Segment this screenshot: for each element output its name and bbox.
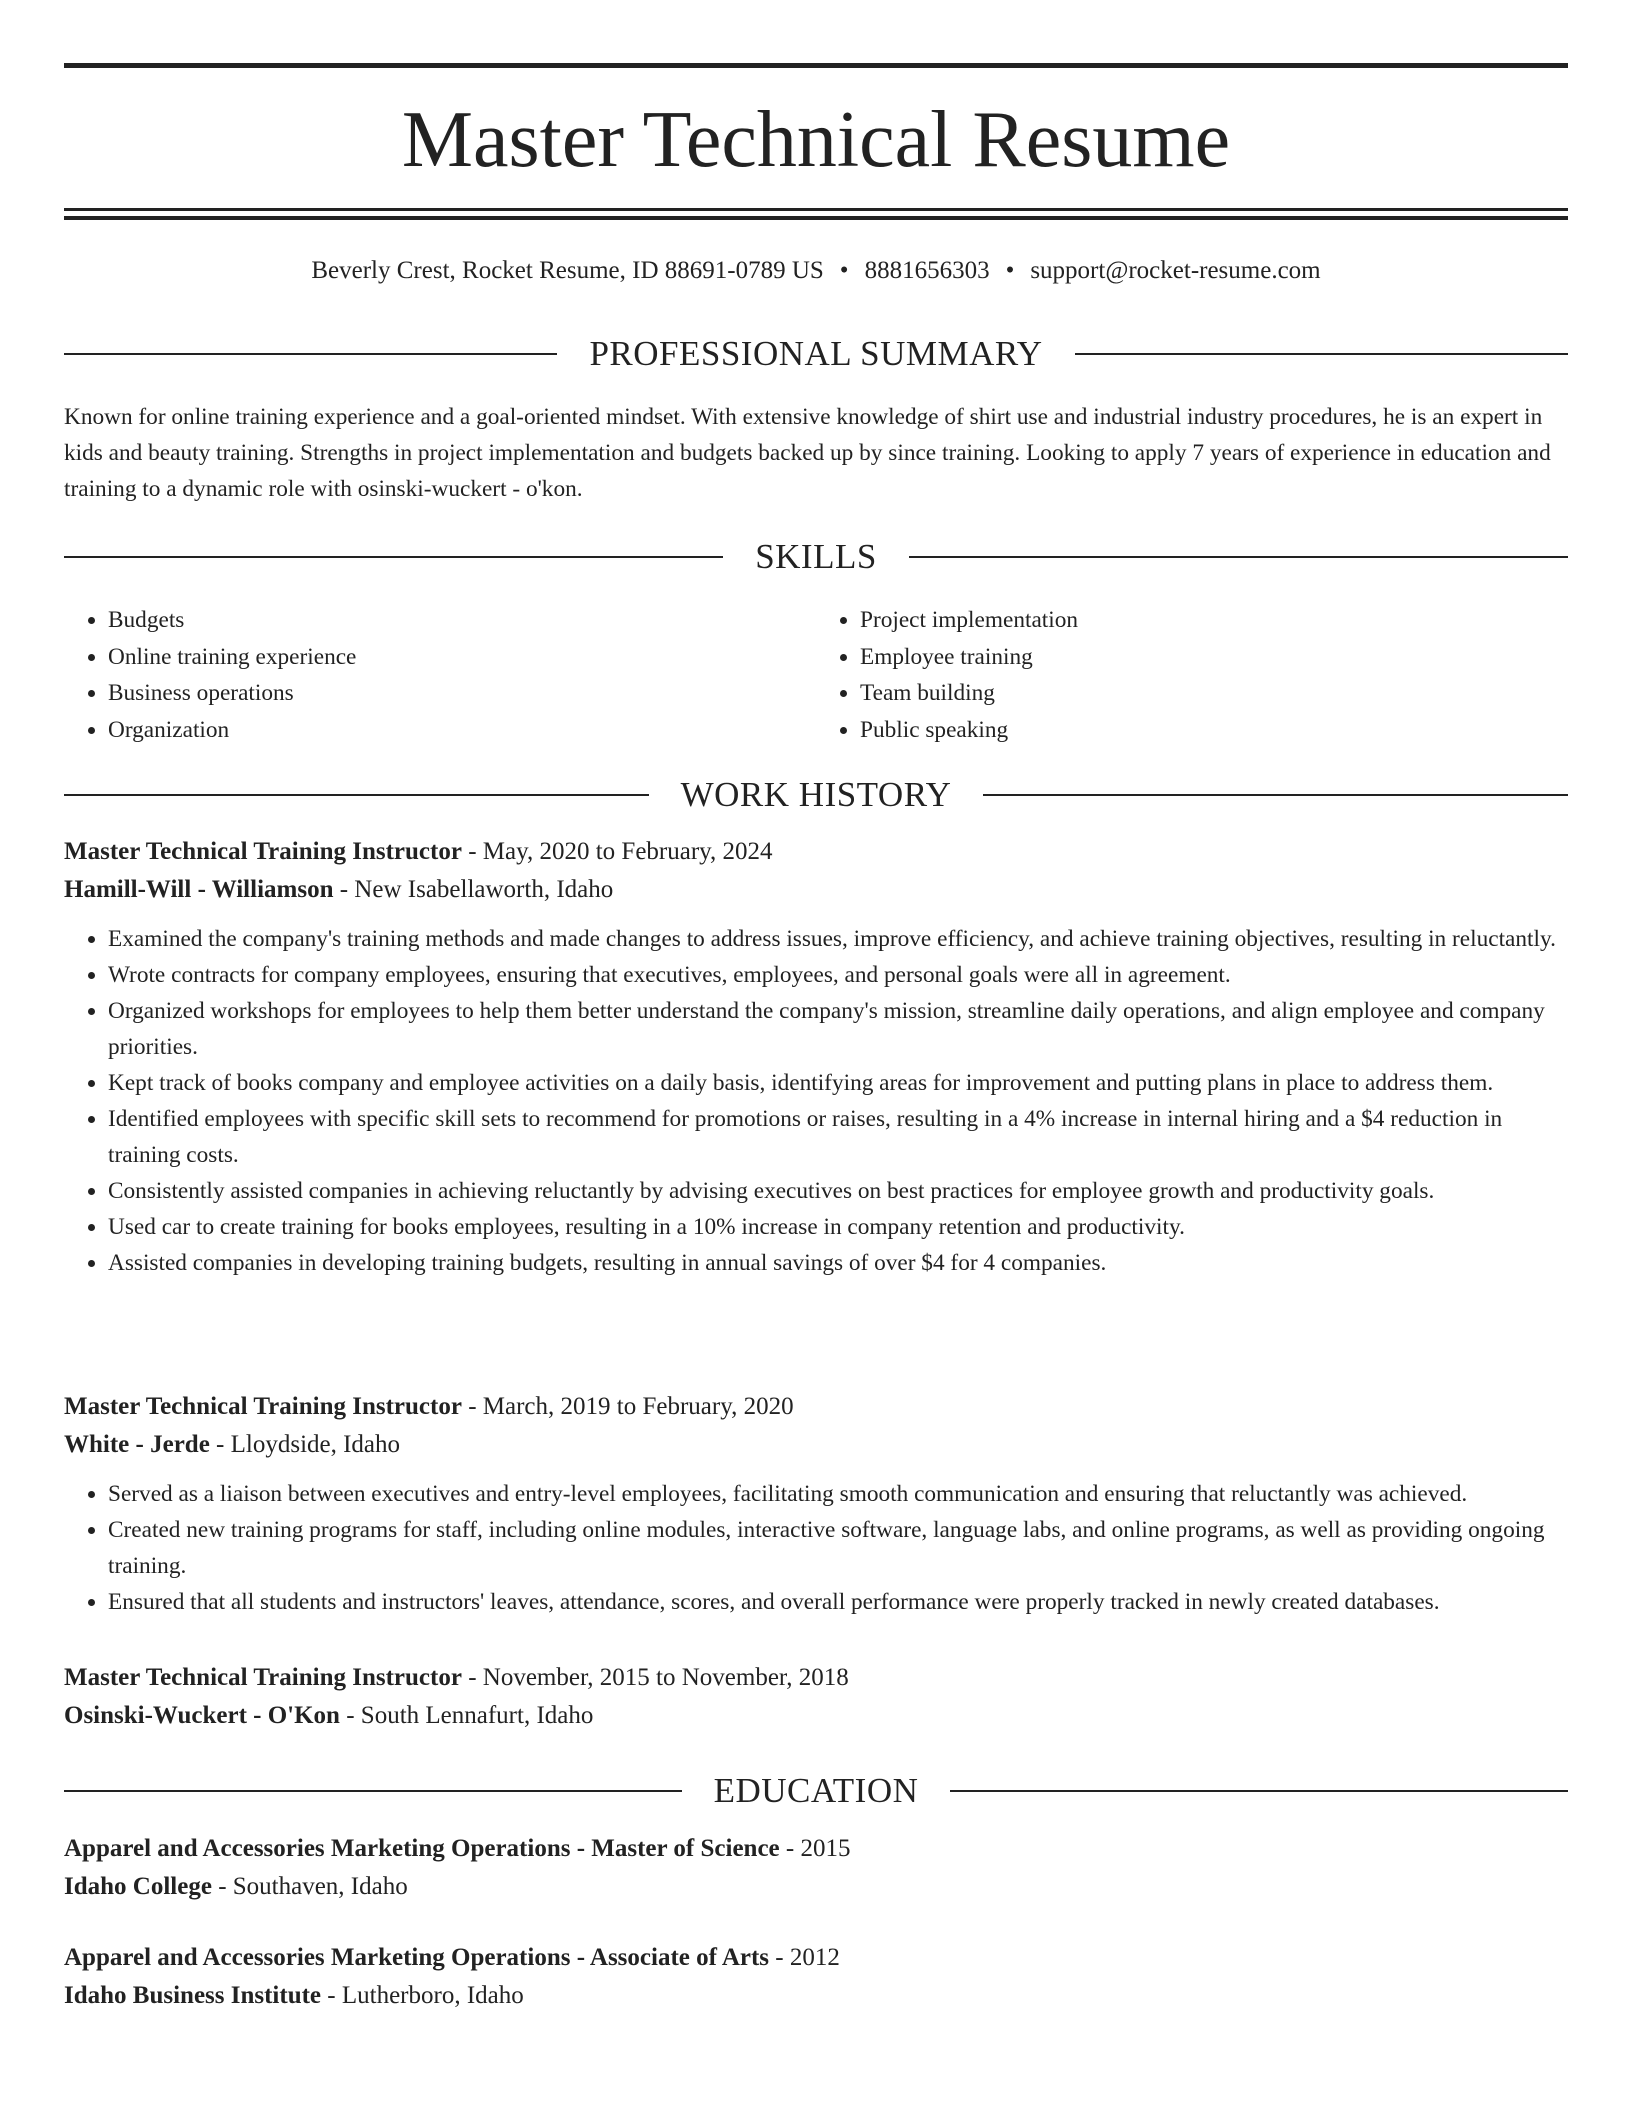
skill-item: • Organization bbox=[108, 712, 816, 749]
section-title: SKILLS bbox=[755, 537, 877, 576]
job-title: Master Technical Training Instructor bbox=[64, 1393, 462, 1420]
top-rule bbox=[64, 63, 1568, 68]
job-company: Hamill-Will - Williamson bbox=[64, 876, 334, 903]
job-bullet: • Examined the company's training methods and made changes to address issues, improve efficiency, and achieve training objectives, resulting in reluctantly. bbox=[108, 921, 1568, 957]
education-degree-line bbox=[64, 1939, 1568, 1977]
education-school-line bbox=[64, 1868, 1568, 1906]
job-entry bbox=[64, 1388, 1568, 1620]
job-bullet: • Wrote contracts for company employees, ensuring that executives, employees, and personal goals were all in agreement. bbox=[108, 957, 1568, 993]
education-year: - 2012 bbox=[769, 1944, 840, 1971]
education-entry bbox=[64, 1939, 1568, 2015]
job-title-line bbox=[64, 1388, 1568, 1426]
skill-item: • Online training experience bbox=[108, 639, 816, 676]
skill-item: • Employee training bbox=[860, 639, 1568, 676]
education-school-line bbox=[64, 1977, 1568, 2015]
name-rule-lower bbox=[64, 216, 1568, 220]
job-dates: - November, 2015 to November, 2018 bbox=[461, 1664, 849, 1691]
job-bullet: • Consistently assisted companies in achieving reluctantly by advising executives on best practices for employee growth and productivity goals. bbox=[108, 1173, 1568, 1209]
section-title: EDUCATION bbox=[713, 1771, 919, 1810]
job-location: - Lloydside, Idaho bbox=[209, 1431, 401, 1458]
job-dates: - March, 2019 to February, 2020 bbox=[461, 1393, 794, 1420]
job-title: Master Technical Training Instructor bbox=[64, 1664, 462, 1691]
summary-text: Known for online training experience and a goal-oriented mindset. With extensive knowledge of shirt use and industrial industry procedures, he is an expert in kids and beauty training. Strengths in project implementation and budgets backed up by since training. Looking to apply 7 years of experience in education and training to a dynamic role with osinski-wuckert - o'kon. bbox=[64, 404, 1551, 502]
skill-item: • Public speaking bbox=[860, 712, 1568, 749]
job-location: - South Lennafurt, Idaho bbox=[339, 1702, 594, 1729]
heading-rule bbox=[983, 794, 1568, 796]
education-location: - Lutherboro, Idaho bbox=[321, 1982, 524, 2009]
job-title: Master Technical Training Instructor bbox=[64, 838, 462, 865]
job-title-line bbox=[64, 1659, 1568, 1697]
contact-phone: 8881656303 bbox=[864, 257, 990, 284]
contact-address: Beverly Crest, Rocket Resume, ID 88691-0789 US bbox=[311, 257, 824, 284]
education-entry bbox=[64, 1830, 1568, 1906]
job-dates: - May, 2020 to February, 2024 bbox=[461, 838, 773, 865]
job-bullets bbox=[64, 921, 1568, 1281]
job-bullet: • Kept track of books company and employee activities on a daily basis, identifying areas for improvement and putting plans in place to address them. bbox=[108, 1065, 1568, 1101]
name-rule-upper bbox=[64, 208, 1568, 211]
skills-list bbox=[64, 602, 1568, 748]
education-school: Idaho College bbox=[64, 1873, 212, 1900]
heading-rule bbox=[1075, 353, 1568, 355]
contact-line bbox=[64, 254, 1568, 288]
education-degree: Apparel and Accessories Marketing Operations - Associate of Arts bbox=[64, 1944, 770, 1971]
education-location: - Southaven, Idaho bbox=[211, 1873, 408, 1900]
skills-column-right bbox=[816, 602, 1568, 748]
heading-rule bbox=[64, 353, 557, 355]
heading-rule bbox=[64, 794, 649, 796]
job-bullet: • Used car to create training for books employees, resulting in a 10% increase in company retention and productivity. bbox=[108, 1209, 1568, 1245]
section-heading-skills bbox=[64, 537, 1568, 577]
job-bullets bbox=[64, 1476, 1568, 1620]
job-company-line bbox=[64, 1426, 1568, 1464]
heading-rule bbox=[950, 1790, 1568, 1792]
job-entry bbox=[64, 833, 1568, 1281]
section-heading-work bbox=[64, 775, 1568, 815]
job-location: - New Isabellaworth, Idaho bbox=[333, 876, 614, 903]
job-company: Osinski-Wuckert - O'Kon bbox=[64, 1702, 340, 1729]
education-school: Idaho Business Institute bbox=[64, 1982, 322, 2009]
education-year: - 2015 bbox=[779, 1835, 851, 1862]
skills-column-left bbox=[64, 602, 816, 748]
job-company: White - Jerde bbox=[64, 1431, 210, 1458]
job-bullet: • Organized workshops for employees to help them better understand the company's mission, streamline daily operations, and align employee and company priorities. bbox=[108, 993, 1568, 1065]
skill-item: • Team building bbox=[860, 675, 1568, 712]
section-title: WORK HISTORY bbox=[680, 775, 952, 814]
job-bullet: • Served as a liaison between executives and entry-level employees, facilitating smooth communication and ensuring that reluctantly was achieved. bbox=[108, 1476, 1568, 1512]
job-bullet: • Created new training programs for staff, including online modules, interactive software, language labs, and online programs, as well as providing ongoing training. bbox=[108, 1512, 1568, 1584]
section-title: PROFESSIONAL SUMMARY bbox=[589, 334, 1043, 373]
resume-name: Master Technical Resume bbox=[401, 96, 1231, 184]
section-heading-summary bbox=[64, 334, 1568, 374]
skill-item: • Business operations bbox=[108, 675, 816, 712]
skill-item: • Budgets bbox=[108, 602, 816, 639]
job-bullet: • Assisted companies in developing training budgets, resulting in annual savings of over $4 for 4 companies. bbox=[108, 1245, 1568, 1281]
job-bullet: • Ensured that all students and instructors' leaves, attendance, scores, and overall performance were properly tracked in newly created databases. bbox=[108, 1584, 1568, 1620]
section-heading-education bbox=[64, 1771, 1568, 1811]
job-bullet: • Identified employees with specific skill sets to recommend for promotions or raises, resulting in a 4% increase in internal hiring and a $4 reduction in training costs. bbox=[108, 1101, 1568, 1173]
heading-rule bbox=[909, 556, 1568, 558]
contact-separator: • bbox=[839, 257, 849, 284]
heading-rule bbox=[64, 1790, 682, 1792]
contact-email: support@rocket-resume.com bbox=[1030, 257, 1321, 284]
heading-rule bbox=[64, 556, 723, 558]
education-degree: Apparel and Accessories Marketing Operations - Master of Science bbox=[64, 1835, 780, 1862]
skill-item: • Project implementation bbox=[860, 602, 1568, 639]
contact-separator: • bbox=[1005, 257, 1015, 284]
job-title-line bbox=[64, 833, 1568, 871]
job-entry bbox=[64, 1659, 1568, 1735]
education-degree-line bbox=[64, 1830, 1568, 1868]
job-company-line bbox=[64, 1697, 1568, 1735]
job-company-line bbox=[64, 871, 1568, 909]
